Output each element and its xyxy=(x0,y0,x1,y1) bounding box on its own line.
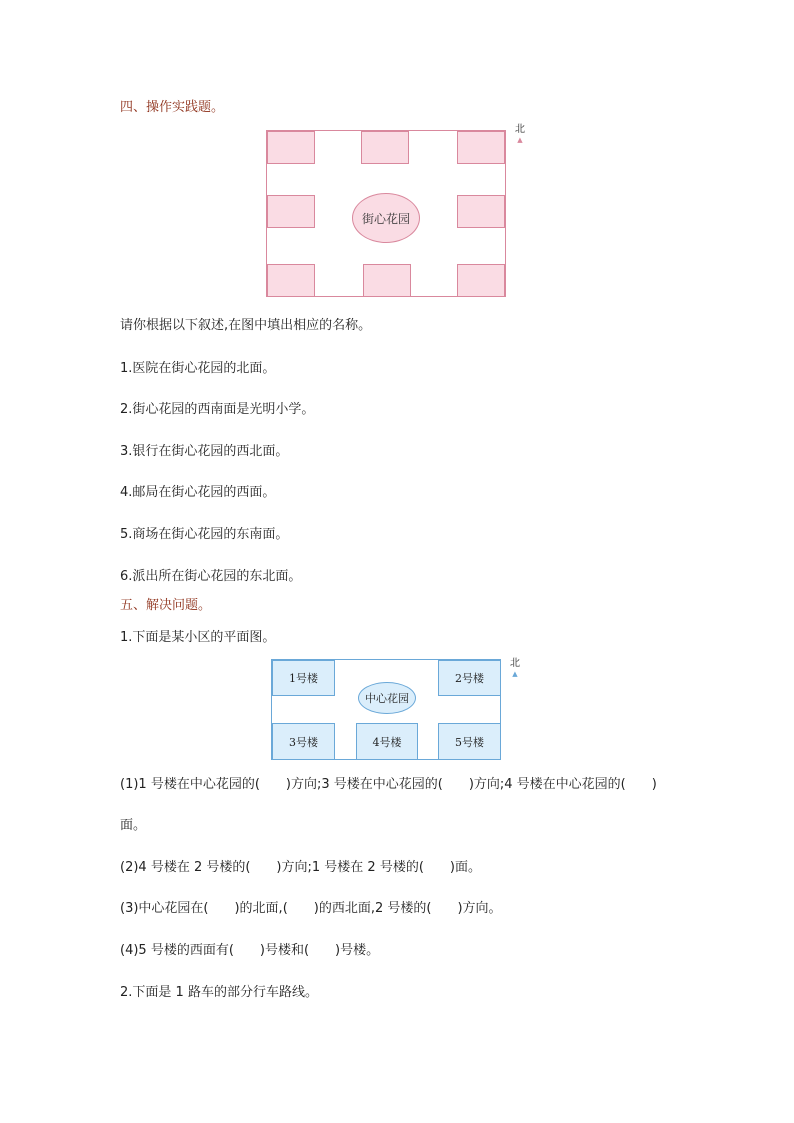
q1-part-1-cont: 面。 xyxy=(120,818,147,833)
street-garden-oval xyxy=(352,193,420,243)
q1-part-3: (3)中心花园在( )的北面,( )的西北面,2 号楼的( )方向。 xyxy=(120,901,502,916)
building-5-label: 5号楼 xyxy=(455,735,484,749)
map-block-se[interactable] xyxy=(457,264,505,297)
instruction-text: 请你根据以下叙述,在图中填出相应的名称。 xyxy=(120,318,372,333)
central-garden-label: 中心花园 xyxy=(365,692,409,705)
central-garden-oval xyxy=(358,682,416,714)
building-3-label: 3号楼 xyxy=(289,735,318,749)
q1-intro: 1.下面是某小区的平面图。 xyxy=(120,630,276,645)
north-indicator-2 xyxy=(508,658,522,678)
north-label-1: 北 xyxy=(515,124,525,135)
street-garden-label: 街心花园 xyxy=(361,211,410,226)
north-arrow-icon: ▲ xyxy=(517,136,523,144)
building-1 xyxy=(272,660,335,696)
item-5: 5.商场在街心花园的东南面。 xyxy=(120,527,289,542)
map-block-n[interactable] xyxy=(361,131,409,164)
map-block-sw[interactable] xyxy=(267,264,315,297)
map-block-s[interactable] xyxy=(363,264,411,297)
building-2 xyxy=(438,660,501,696)
building-4 xyxy=(356,723,418,760)
item-1: 1.医院在街心花园的北面。 xyxy=(120,361,276,376)
building-2-label: 2号楼 xyxy=(455,672,484,685)
map-block-nw[interactable] xyxy=(267,131,315,164)
north-arrow-icon: ▲ xyxy=(512,670,518,678)
north-label-2: 北 xyxy=(510,658,520,669)
map-block-w[interactable] xyxy=(267,195,315,228)
q1-part-2: (2)4 号楼在 2 号楼的( )方向;1 号楼在 2 号楼的( )面。 xyxy=(120,860,481,875)
item-4: 4.邮局在街心花园的西面。 xyxy=(120,485,276,500)
section5-heading: 五、解决问题。 xyxy=(120,598,212,613)
building-1-label: 1号楼 xyxy=(289,672,318,685)
item-2: 2.街心花园的西南面是光明小学。 xyxy=(120,402,315,417)
building-3 xyxy=(272,723,335,760)
map-block-ne[interactable] xyxy=(457,131,505,164)
q1-part-4: (4)5 号楼的西面有( )号楼和( )号楼。 xyxy=(120,943,380,958)
community-plan-map xyxy=(271,659,501,760)
street-garden-map xyxy=(266,130,506,297)
section4-heading: 四、操作实践题。 xyxy=(120,100,225,115)
item-6: 6.派出所在街心花园的东北面。 xyxy=(120,569,302,584)
item-3: 3.银行在街心花园的西北面。 xyxy=(120,444,289,459)
building-4-label: 4号楼 xyxy=(372,735,402,749)
q1-part-1: (1)1 号楼在中心花园的( )方向;3 号楼在中心花园的( )方向;4 号楼在中心花园的( ) xyxy=(120,777,657,792)
q2-intro: 2.下面是 1 路车的部分行车路线。 xyxy=(120,985,318,1000)
map-block-e[interactable] xyxy=(457,195,505,228)
building-5 xyxy=(438,723,501,760)
north-indicator-1 xyxy=(513,124,527,144)
